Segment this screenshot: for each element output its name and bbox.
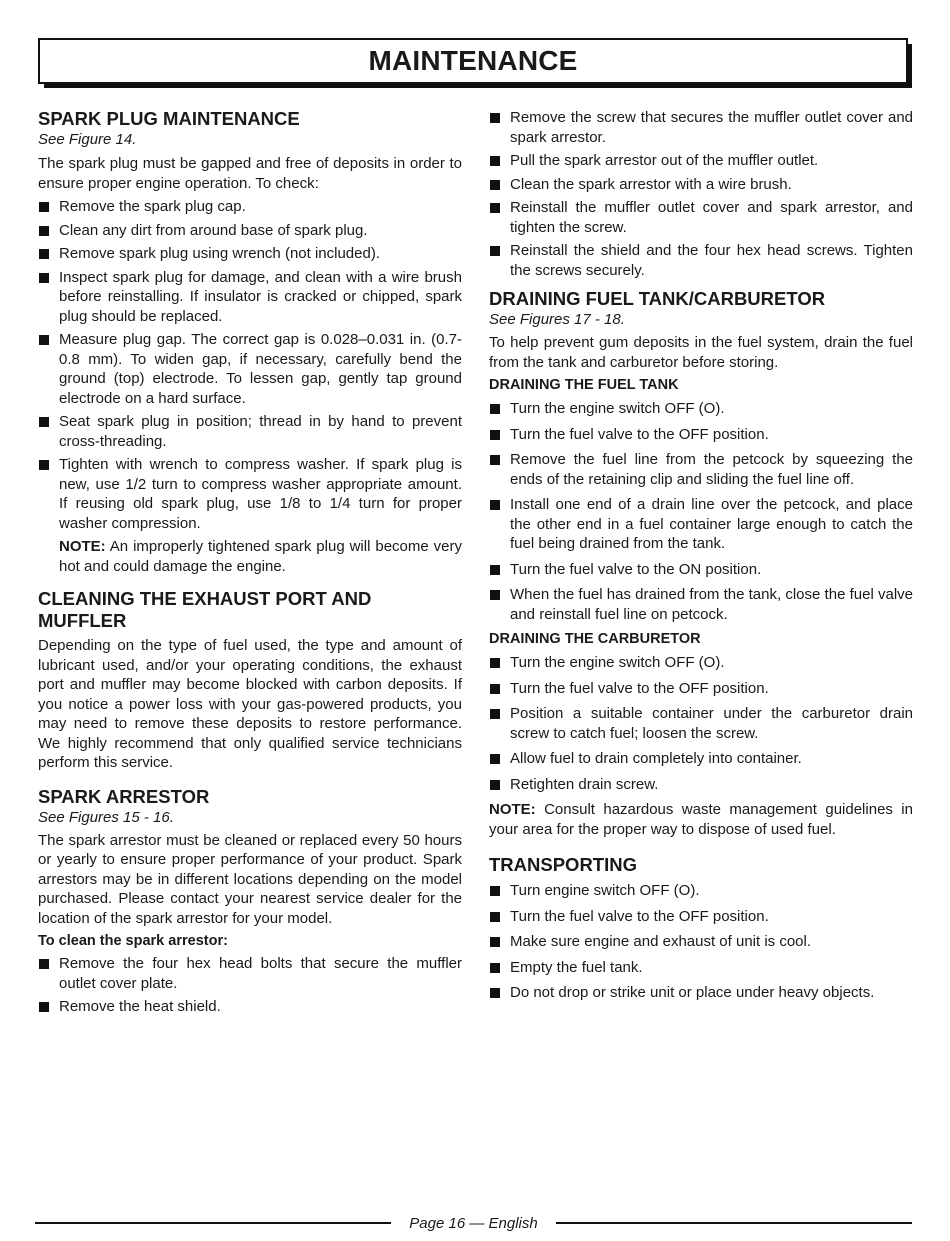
- spark-plug-heading: SPARK PLUG MAINTENANCE: [38, 108, 300, 129]
- list-item: Remove the heat shield.: [38, 997, 462, 1017]
- spark-arrestor-text: The spark arrestor must be cleaned or replaced every 50 hours or yearly to ensure proper performance of your product. Spark arrestors may be in different locations depending on the model purchased. Please contact your nearest service dealer for the location of the spark arrestor for your model.: [38, 831, 462, 927]
- transporting-steps: [489, 881, 913, 1003]
- footer-rule-left: [35, 1222, 391, 1224]
- list-item: Turn the engine switch OFF (O).: [489, 653, 913, 673]
- list-item: Remove the fuel line from the petcock by squeezing the ends of the retaining clip and sliding the fuel line off.: [489, 450, 913, 489]
- list-item: Empty the fuel tank.: [489, 958, 913, 978]
- spark-plug-steps: [38, 197, 462, 533]
- footer-rule-right: [556, 1222, 912, 1224]
- spark-arrestor-heading: SPARK ARRESTOR: [38, 785, 210, 807]
- list-item: Allow fuel to drain completely into container.: [489, 749, 913, 769]
- list-item: Remove the screw that secures the muffler outlet cover and spark arrestor.: [489, 108, 913, 147]
- draining-figure-ref: See Figures 17 - 18.: [489, 311, 625, 328]
- list-item: Tighten with wrench to compress washer. If spark plug is new, use 1/2 turn to compress washer appropriate amount. If reusing old spark plug, use 1/8 to 1/4 turn for proper washer compression.: [38, 455, 462, 533]
- list-item: Reinstall the muffler outlet cover and spark arrestor, and tighten the screw.: [489, 198, 913, 237]
- spark-arrestor-subheading: To clean the spark arrestor:: [38, 933, 228, 949]
- draining-tank-steps: [489, 399, 913, 624]
- page-title: MAINTENANCE: [368, 45, 578, 76]
- list-item: Do not drop or strike unit or place under heavy objects.: [489, 983, 913, 1003]
- note-label: NOTE:: [59, 538, 106, 555]
- page-number: Page 16 — English: [409, 1214, 538, 1232]
- list-item: Remove the four hex head bolts that secure the muffler outlet cover plate.: [38, 954, 462, 993]
- transporting-heading: TRANSPORTING: [489, 854, 637, 875]
- list-item: Seat spark plug in position; thread in by hand to prevent cross-threading.: [38, 412, 462, 451]
- spark-plug-figure-ref: See Figure 14.: [38, 131, 137, 148]
- note-label: NOTE:: [489, 801, 536, 818]
- banner-box: [38, 38, 908, 84]
- list-item: Turn the fuel valve to the OFF position.: [489, 679, 913, 699]
- exhaust-heading: CLEANING THE EXHAUST PORT AND MUFFLER: [38, 588, 372, 631]
- spark-arrestor-steps: [38, 954, 462, 1017]
- list-item: Measure plug gap. The correct gap is 0.028–0.031 in. (0.7-0.8 mm). To widen gap, if necessary, carefully bend the ground (top) electrode. To lessen gap, gently tap ground electrode on a hard surface.: [38, 330, 462, 408]
- spark-arrestor-steps-continued: [489, 108, 913, 280]
- list-item: Turn the engine switch OFF (O).: [489, 399, 913, 419]
- list-item: Remove the spark plug cap.: [38, 197, 462, 217]
- list-item: Inspect spark plug for damage, and clean with a wire brush before reinstalling. If insulator is cracked or chipped, spark plug should be replaced.: [38, 268, 462, 327]
- list-item: Reinstall the shield and the four hex head screws. Tighten the screws securely.: [489, 241, 913, 280]
- list-item: Turn the fuel valve to the OFF position.: [489, 907, 913, 927]
- right-column: [489, 108, 913, 1009]
- spark-plug-intro: The spark plug must be gapped and free of deposits in order to ensure proper engine operation. To check:: [38, 155, 462, 192]
- list-item: Clean the spark arrestor with a wire brush.: [489, 175, 913, 195]
- list-item: Position a suitable container under the carburetor drain screw to catch fuel; loosen the screw.: [489, 704, 913, 743]
- spark-plug-note: [38, 537, 462, 576]
- draining-carburetor-subheading: DRAINING THE CARBURETOR: [489, 631, 701, 647]
- spark-arrestor-figure-ref: See Figures 15 - 16.: [38, 808, 174, 826]
- note-text: An improperly tightened spark plug will become very hot and could damage the engine.: [59, 538, 462, 575]
- list-item: Clean any dirt from around base of spark plug.: [38, 221, 462, 241]
- list-item: Turn engine switch OFF (O).: [489, 881, 913, 901]
- draining-intro: To help prevent gum deposits in the fuel system, drain the fuel from the tank and carburetor before storing.: [489, 334, 913, 371]
- draining-tank-subheading: DRAINING THE FUEL TANK: [489, 377, 679, 393]
- list-item: Turn the fuel valve to the ON position.: [489, 560, 913, 580]
- list-item: Make sure engine and exhaust of unit is cool.: [489, 932, 913, 952]
- list-item: Turn the fuel valve to the OFF position.: [489, 425, 913, 445]
- page-footer: [35, 1212, 912, 1234]
- list-item: Pull the spark arrestor out of the muffler outlet.: [489, 151, 913, 171]
- draining-note: [489, 800, 913, 839]
- exhaust-text: Depending on the type of fuel used, the type and amount of lubricant used, and/or your operating conditions, the exhaust port and muffler may become blocked with carbon deposits. If you notice a power loss with your gas-powered products, you may need to remove these deposits to restore performance. We highly recommend that only qualified service technicians perform this service.: [38, 637, 462, 771]
- list-item: When the fuel has drained from the tank, close the fuel valve and reinstall fuel line on petcock.: [489, 585, 913, 624]
- title-banner: [38, 38, 912, 88]
- list-item: Remove spark plug using wrench (not included).: [38, 244, 462, 264]
- draining-heading: DRAINING FUEL TANK/CARBURETOR: [489, 288, 826, 309]
- draining-carburetor-steps: [489, 653, 913, 794]
- list-item: Install one end of a drain line over the petcock, and place the other end in a fuel container large enough to catch the fuel being drained from the tank.: [489, 495, 913, 554]
- list-item: Retighten drain screw.: [489, 775, 913, 795]
- left-column: [38, 108, 462, 1021]
- note-text: Consult hazardous waste management guidelines in your area for the proper way to dispose of used fuel.: [489, 801, 913, 838]
